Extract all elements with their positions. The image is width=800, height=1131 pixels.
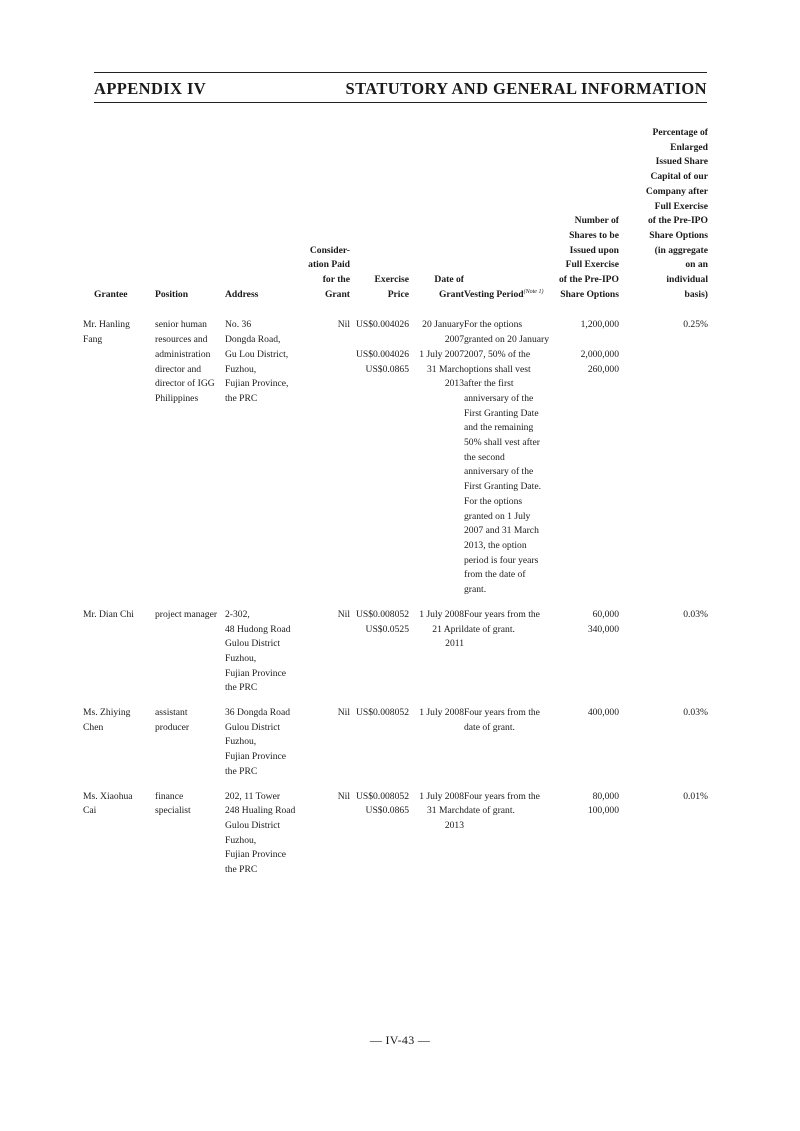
vesting-period-cell: Four years from the date of grant. — [464, 707, 540, 733]
page-number: — IV-43 — — [369, 1033, 431, 1047]
address-cell: 2-302, 48 Hudong Road Gulou District Fuzhou, Fujian Province the PRC — [225, 608, 291, 694]
appendix-label: APPENDIX IV — [94, 79, 207, 98]
date-of-grant-cell: 1 July 2008 — [419, 707, 464, 719]
percentage-cell: 0.01% — [683, 790, 708, 802]
address-cell: 36 Dongda Road Gulou District Fuzhou, Fujian Province the PRC — [225, 707, 291, 777]
exercise-price-cell: US$0.008052 US$0.0865 — [355, 790, 409, 817]
address-cell: No. 36 Dongda Road, Gu Lou District, Fuzhou, Fujian Province, the PRC — [225, 319, 289, 404]
vesting-period-cell: Four years from the date of grant. — [464, 790, 540, 817]
table-row — [94, 706, 708, 790]
date-of-grant-cell: 1 July 2008 21 April 2011 — [419, 608, 464, 650]
date-of-grant-cell: 20 January 2007 1 July 2007 31 March 2013 — [419, 319, 464, 390]
grantee-cell: Ms. Zhiying Chen — [83, 707, 131, 733]
position-cell: finance specialist — [155, 790, 191, 817]
table-header-row — [94, 126, 708, 318]
header-position: Position — [155, 288, 189, 300]
date-of-grant-cell: 1 July 2008 31 March 2013 — [419, 790, 464, 831]
consideration-cell: Nil — [337, 608, 350, 620]
header-consideration: Consider- ation Paid for the Grant — [308, 244, 350, 300]
grantee-cell: Mr. Dian Chi — [83, 608, 134, 620]
grantee-cell: Ms. Xiaohua Cai — [83, 790, 133, 817]
header-grantee: Grantee — [94, 288, 128, 300]
table-row — [94, 318, 708, 607]
section-title: STATUTORY AND GENERAL INFORMATION — [345, 79, 707, 98]
header-exercise-price: Exercise Price — [374, 274, 409, 300]
shares-cell: 400,000 — [587, 707, 619, 719]
header-vesting-period: Vesting Period$^{(Note 1)}$ — [464, 288, 544, 300]
header-rule-top — [94, 72, 707, 73]
shares-cell: 1,200,000 2,000,000 260,000 — [580, 319, 619, 375]
consideration-cell: Nil — [337, 319, 350, 331]
exercise-price-cell: US$0.008052 — [355, 707, 409, 719]
shares-cell: 60,000 340,000 — [587, 608, 619, 635]
header-number-of-shares: Number of Shares to be Issued upon Full Exercise of the Pre-IPO Share Options — [558, 215, 619, 300]
consideration-cell: Nil — [337, 790, 350, 802]
table-row — [94, 608, 708, 706]
header-date-of-grant: Date of Grant — [434, 274, 464, 300]
table-row — [94, 790, 708, 888]
consideration-cell: Nil — [337, 707, 350, 719]
vesting-period-cell: For the options granted on 20 January 2007, 50% of the options shall vest after the first anniversary of the First Granting Date and the remaining 50% shall vest after the second anniversary of the First Granting Date. For the options granted on 1 July 2007 and 31 March 2013, the option period is four years from the date of grant. — [464, 319, 549, 596]
position-cell: assistant producer — [155, 707, 190, 733]
exercise-price-cell: US$0.004026 US$0.004026 US$0.0865 — [355, 319, 409, 375]
position-cell: senior human resources and administration director and director of IGG Philippines — [155, 319, 215, 404]
shares-cell: 80,000 100,000 — [587, 790, 619, 817]
header-percentage: Percentage of Enlarged Issued Share Capital of our Company after Full Exercise of the Pre-IPO Share Options (in aggregate on an individual basis) — [645, 127, 708, 300]
exercise-price-cell: US$0.008052 US$0.0525 — [355, 608, 409, 635]
percentage-cell: 0.03% — [683, 707, 708, 719]
share-options-table — [83, 126, 708, 888]
grantee-cell: Mr. Hanling Fang — [83, 319, 130, 346]
vesting-note-ref: (Note 1) — [523, 288, 544, 295]
address-cell: 202, 11 Tower 248 Hualing Road Gulou District Fuzhou, Fujian Province the PRC — [225, 790, 296, 876]
vesting-period-cell: Four years from the date of grant. — [464, 608, 540, 635]
percentage-cell: 0.25% — [683, 319, 708, 331]
header-rule-bottom — [94, 102, 707, 103]
header-address: Address — [225, 288, 259, 300]
percentage-cell: 0.03% — [683, 608, 708, 620]
position-cell: project manager — [155, 608, 218, 620]
